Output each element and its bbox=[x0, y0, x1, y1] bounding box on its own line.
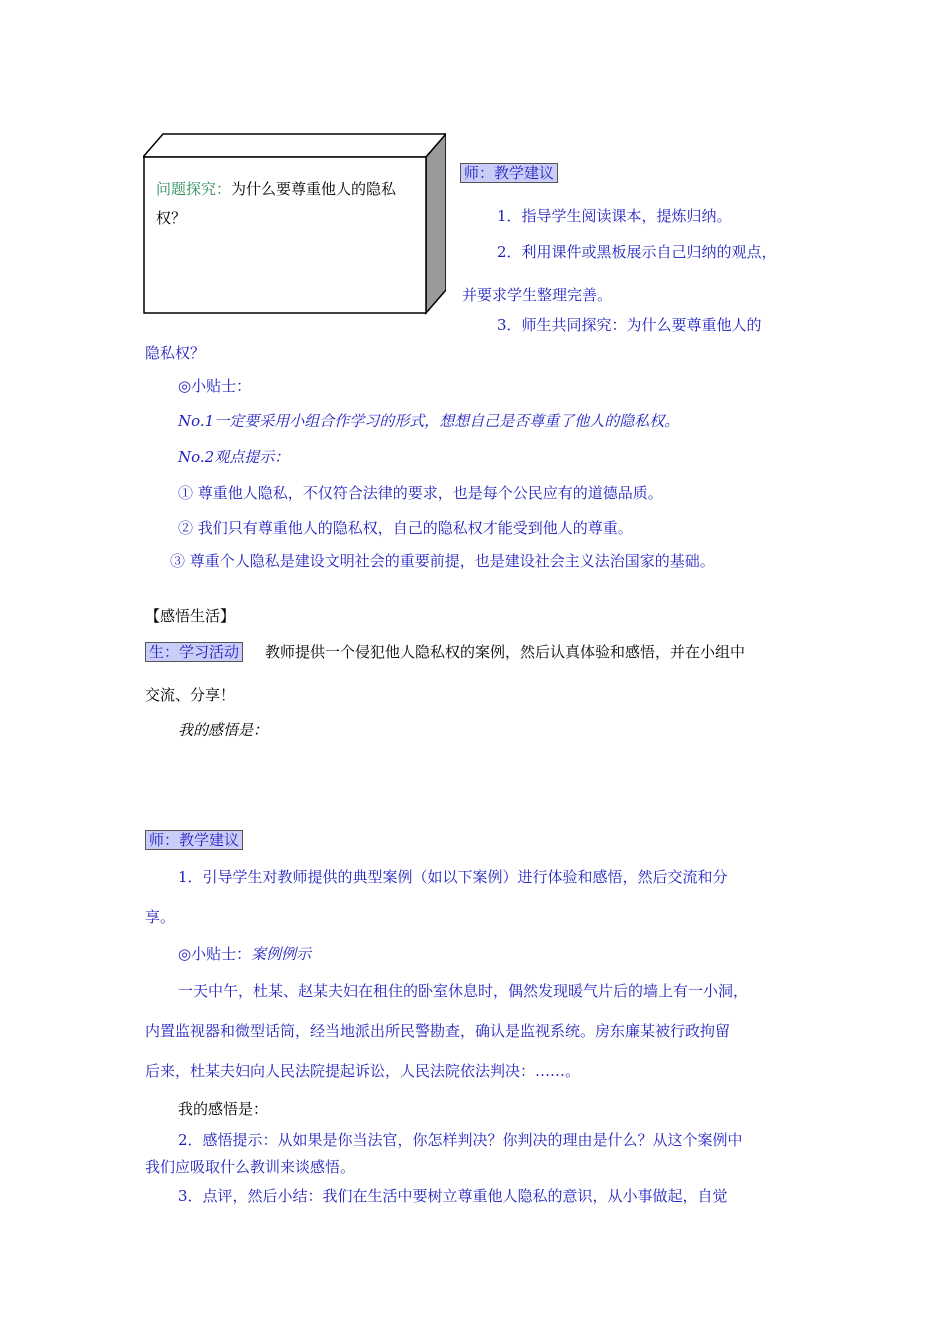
case-line-1: 一天中午，杜某、赵某夫妇在租住的卧室休息时，偶然发现暖气片后的墙上有一小洞， bbox=[178, 982, 749, 1000]
student-activity-text-2: 交流、分享！ bbox=[145, 686, 236, 704]
student-activity-tag: 生：学习活动 bbox=[145, 641, 243, 662]
tips-title-2: ◎小贴士：案例例示 bbox=[178, 945, 312, 963]
my-feeling-1: 我的感悟是： bbox=[178, 721, 269, 739]
advice-item-1: 1．指导学生阅读课本，提炼归纳。 bbox=[497, 207, 732, 225]
case-line-2: 内置监视器和微型话筒，经当地派出所民警勘查，确认是监视系统。房东廉某被行政拘留 bbox=[145, 1022, 731, 1040]
tips-no1: No.1一定要采用小组合作学习的形式，想想自己是否尊重了他人的隐私权。 bbox=[178, 412, 680, 430]
tips-point-3: ③ 尊重个人隐私是建设文明社会的重要前提，也是建设社会主义法治国家的基础。 bbox=[170, 552, 715, 570]
advice2-item-1-cont: 享。 bbox=[145, 908, 176, 926]
tips-point-2: ② 我们只有尊重他人的隐私权，自己的隐私权才能受到他人的尊重。 bbox=[178, 519, 633, 537]
my-feeling-2: 我的感悟是： bbox=[178, 1100, 269, 1118]
student-activity-text-1: 教师提供一个侵犯他人隐私权的案例，然后认真体验和感悟，并在小组中 bbox=[265, 643, 746, 661]
tips-title-1: ◎小贴士： bbox=[178, 377, 252, 395]
advice2-item-3: 3．点评，然后小结：我们在生活中要树立尊重他人隐私的意识，从小事做起，自觉 bbox=[178, 1187, 728, 1205]
advice2-item-2: 2．感悟提示：从如果是你当法官，你怎样判决？你判决的理由是什么？从这个案例中 bbox=[178, 1131, 743, 1149]
advice-item-3-cont: 隐私权？ bbox=[145, 344, 206, 362]
problem-box-label: 问题探究： bbox=[156, 180, 232, 198]
tips-no2: No.2观点提示： bbox=[178, 448, 290, 466]
tips-case-label: 案例例示 bbox=[251, 945, 312, 963]
teacher-advice-tag-2: 师：教学建议 bbox=[145, 829, 243, 850]
case-line-3: 后来，杜某夫妇向人民法院提起诉讼，人民法院依法判决：……。 bbox=[145, 1062, 581, 1080]
teacher-advice-tag-1: 师：教学建议 bbox=[460, 162, 558, 183]
advice2-item-1: 1．引导学生对教师提供的典型案例（如以下案例）进行体验和感悟，然后交流和分 bbox=[178, 868, 728, 886]
advice-item-2: 2．利用课件或黑板展示自己归纳的观点， bbox=[497, 243, 777, 261]
problem-box-question: 为什么要尊重他人的隐私权？ bbox=[156, 180, 397, 227]
problem-box-text bbox=[156, 175, 421, 233]
section-title: 【感悟生活】 bbox=[145, 607, 236, 625]
tips-point-1: ① 尊重他人隐私，不仅符合法律的要求，也是每个公民应有的道德品质。 bbox=[178, 484, 663, 502]
advice-item-3: 3．师生共同探究：为什么要尊重他人的 bbox=[497, 316, 762, 334]
advice-item-2-cont: 并要求学生整理完善。 bbox=[462, 286, 613, 304]
advice2-item-2-cont: 我们应吸取什么教训来谈感悟。 bbox=[145, 1158, 356, 1176]
